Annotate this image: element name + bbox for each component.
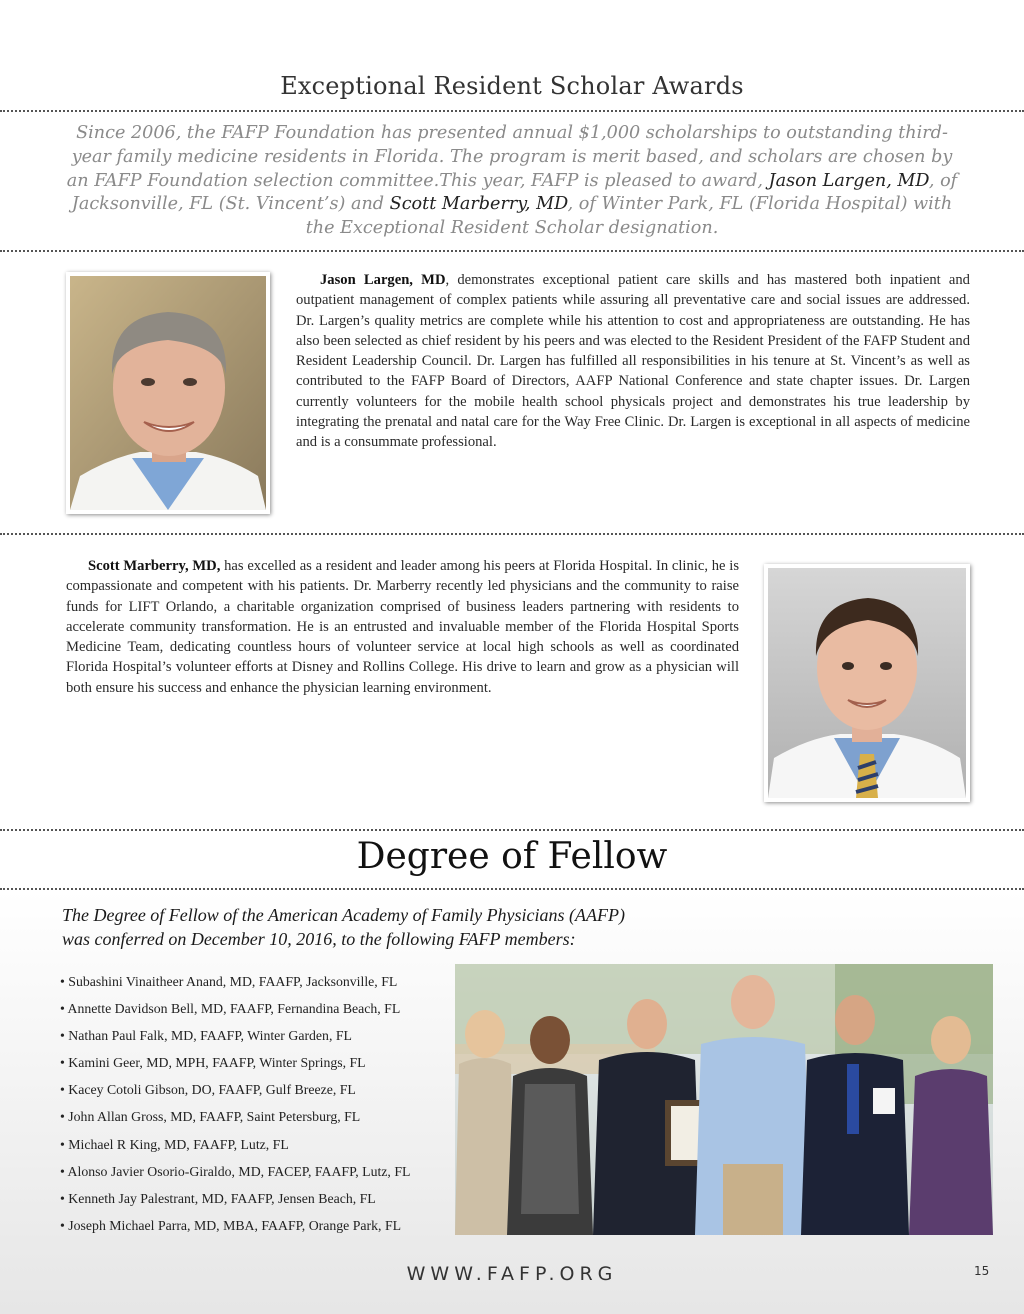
photo-marberry [764, 564, 970, 802]
bio-marberry: Scott Marberry, MD, has excelled as a resident and leader among his peers at Florida Hospital. In clinic, he is compassionate and competent with his patients. Dr. Marberry recently led physicians and the community to raise funds for LIFT Orlando, a charitable organization comprised of business leaders partnering with residents to accelerate community transformation. He is an entrusted and invaluable member of the Florida Hospital Sports Medicine Team, dedicating countless hours of volunteer service at local high schools as well as coordinated Florida Hospital’s volunteer efforts at Disney and Rollins College. His drive to learn and grow as a physician will both ensure his success and enhance the physician learning environment. [66, 558, 739, 696]
section-title-scholars: Exceptional Resident Scholar Awards [280, 72, 744, 100]
bio-largen: Jason Largen, MD, demonstrates exceptional patient care skills and has mastered both inpatient and outpatient management of complex patients while assuring all preventative care and social issues are addressed. Dr. Largen’s quality metrics are complete while his attention to cost and appropriateness are outstanding. He has also been selected as chief resident by his peers and was elected to the Resident President of the FAFP Student and Resident Leadership Council. Dr. Largen has fulfilled all responsibilities in his tenure at St. Vincent’s as well as contributed to the FAFP Board of Directors, AAFP National Conference and state chapter issues. Dr. Largen currently volunteers for the mobile health school physicals project and demonstrates his true leadership by integrating the prenatal and natal care for the Way Free Clinic. Dr. Largen is exceptional in all aspects of medicine and is a consummate professional. [296, 272, 970, 451]
page-number: 15 [974, 1264, 990, 1278]
intro-name-largen: Jason Largen, MD [768, 170, 929, 191]
fellow-intro: The Degree of Fellow of the American Academy of Family Physicians (AAFP) was conferred on December 10, 2016, to the following FAFP members: [62, 905, 626, 949]
photo-fellow-group [455, 964, 993, 1235]
dotted-divider [0, 533, 1024, 535]
scholars-intro: Since 2006, the FAFP Foundation has presented annual $1,000 scholarships to outstanding third-year family medicine residents in Florida. The program is merit based, and scholars are chosen by an FAFP Foundation selection committee.This year, FAFP is pleased to award, Jason Largen, MD, of Jacksonville, FL (St. Vincent’s) and Scott Marberry, MD, of Winter Park, FL (Florida Hospital) with the Exceptional Resident Scholar designation. [66, 123, 958, 239]
bio-name-largen: Jason Largen, MD [320, 272, 446, 288]
footer-website: WWW.FAFP.ORG [406, 1263, 618, 1285]
dotted-divider [0, 250, 1024, 252]
list-item: • Michael R King, MD, FAAFP, Lutz, FL [60, 1135, 460, 1162]
list-item: • Nathan Paul Falk, MD, FAAFP, Winter Garden, FL [60, 1026, 460, 1053]
bio-name-marberry: Scott Marberry, MD, [88, 558, 221, 574]
dotted-divider [0, 110, 1024, 112]
photo-largen [66, 272, 270, 514]
list-item: • John Allan Gross, MD, FAAFP, Saint Petersburg, FL [60, 1107, 460, 1134]
fellow-member-list [60, 972, 460, 1243]
list-item: • Kacey Cotoli Gibson, DO, FAAFP, Gulf Breeze, FL [60, 1080, 460, 1107]
list-item: • Kamini Geer, MD, MPH, FAAFP, Winter Springs, FL [60, 1053, 460, 1080]
list-item: • Kenneth Jay Palestrant, MD, FAAFP, Jensen Beach, FL [60, 1189, 460, 1216]
list-item: • Annette Davidson Bell, MD, FAAFP, Fernandina Beach, FL [60, 999, 460, 1026]
list-item: • Joseph Michael Parra, MD, MBA, FAAFP, Orange Park, FL [60, 1216, 460, 1243]
intro-name-marberry: Scott Marberry, MD [389, 194, 568, 215]
section-title-fellow: Degree of Fellow [356, 836, 668, 877]
list-item: • Alonso Javier Osorio-Giraldo, MD, FACEP, FAAFP, Lutz, FL [60, 1162, 460, 1189]
list-item: • Subashini Vinaitheer Anand, MD, FAAFP, Jacksonville, FL [60, 972, 460, 999]
dotted-divider [0, 829, 1024, 831]
